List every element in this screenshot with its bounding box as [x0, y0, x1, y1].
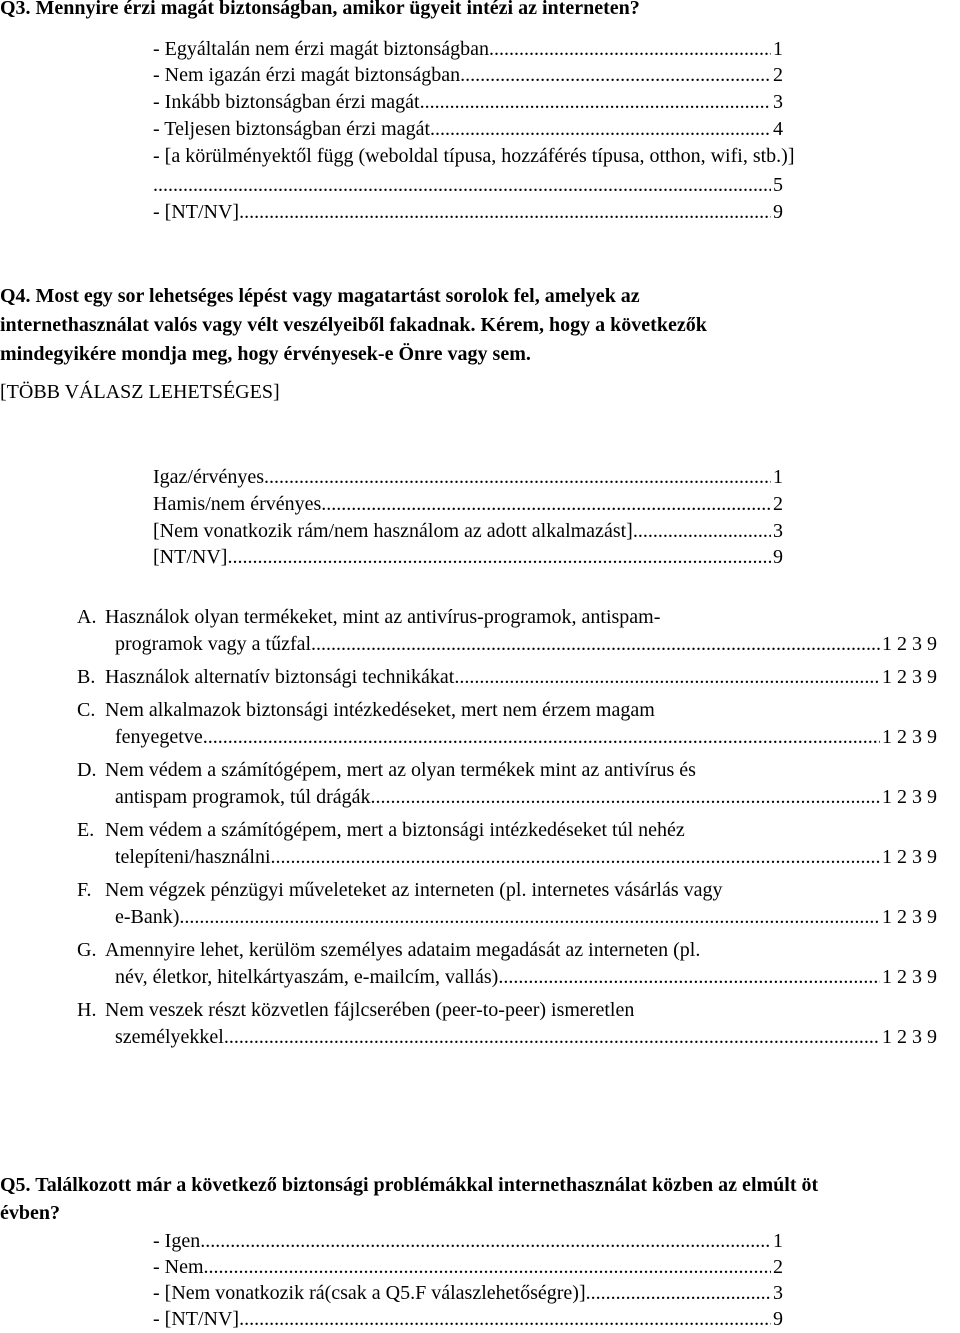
q5-option-3: - [Nem vonatkozik rá(csak a Q5.F válaszlehetőségre)]. ..... 3	[153, 1280, 783, 1306]
q4-scale-3: [Nem vonatkozik rám/nem használom az adott alkalmazást] ..... 3	[153, 518, 783, 544]
q3-option-3: - Inkább biztonságban érzi magát. ..... 3	[153, 89, 783, 115]
q3-option-9: - [NT/NV] ..... 9	[153, 199, 783, 225]
q4-item-c-answer: fenyegetve ..... 1 2 3 9	[115, 724, 937, 750]
q3-option-1: - Egyáltalán nem érzi magát biztonságban ..... 1	[153, 36, 783, 62]
q4-item-c: C. Nem alkalmazok biztonsági intézkedéseket, mert nem érzem magam	[77, 699, 655, 721]
q4-item-d: D. Nem védem a számítógépem, mert az olyan termékek mint az antivírus és	[77, 759, 696, 781]
q5-option-9: - [NT/NV] ..... 9	[153, 1306, 783, 1332]
q4-item-e-answer: telepíteni/használni ..... 1 2 3 9	[115, 844, 937, 870]
q3-heading: Q3. Mennyire érzi magát biztonságban, amikor ügyeit intézi az interneten?	[0, 0, 640, 19]
q4-heading-line-3: mindegyikére mondja meg, hogy érvényesek-e Önre vagy sem.	[0, 343, 531, 365]
q4-heading-line-1: Q4. Most egy sor lehetséges lépést vagy magatartást sorolok fel, amelyek az	[0, 285, 640, 307]
q4-instruction: [TÖBB VÁLASZ LEHETSÉGES]	[0, 381, 280, 403]
q5-heading-line-1: Q5. Találkozott már a következő biztonsági problémákkal internethasználat közben az elmúlt öt	[0, 1174, 819, 1196]
q3-option-5-code: ..... 5	[153, 172, 783, 198]
q4-scale-9: [NT/NV] ..... 9	[153, 544, 783, 570]
q3-option-4: - Teljesen biztonságban érzi magát ..... 4	[153, 116, 783, 142]
q4-item-a-answer: programok vagy a tűzfal ..... 1 2 3 9	[115, 631, 937, 657]
q5-option-2: - Nem. ..... 2	[153, 1254, 783, 1280]
q3-option-2: - Nem igazán érzi magát biztonságban. ..... 2	[153, 62, 783, 88]
q4-item-f: F. Nem végzek pénzügyi műveleteket az interneten (pl. internetes vásárlás vagy	[77, 879, 723, 901]
q4-item-e: E. Nem védem a számítógépem, mert a biztonsági intézkedéseket túl nehéz	[77, 819, 685, 841]
q5-option-1: - Igen ..... 1	[153, 1228, 783, 1254]
q4-item-g-answer: név, életkor, hitelkártyaszám, e-mailcím, vallás) ..... 1 2 3 9	[115, 964, 937, 990]
q4-item-b: B. Használok alternatív biztonsági technikákat ..... 1 2 3 9	[77, 664, 937, 690]
q3-option-5-text: - [a körülményektől függ (weboldal típusa, hozzáférés típusa, otthon, wifi, stb.)]	[153, 145, 795, 167]
q4-heading-line-2: internethasználat valós vagy vélt veszélyeiből fakadnak. Kérem, hogy a következők	[0, 314, 707, 336]
q4-item-d-answer: antispam programok, túl drágák ..... 1 2 3 9	[115, 784, 937, 810]
q4-item-a: A. Használok olyan termékeket, mint az antivírus-programok, antispam-	[77, 606, 661, 628]
q4-item-g: G. Amennyire lehet, kerülöm személyes adataim megadását az interneten (pl.	[77, 939, 701, 961]
q4-item-f-answer: e-Bank) ..... 1 2 3 9	[115, 904, 937, 930]
q4-item-h-answer: személyekkel. ..... 1 2 3 9	[115, 1024, 937, 1050]
q5-heading-line-2: évben?	[0, 1202, 60, 1224]
q4-item-h: H. Nem veszek részt közvetlen fájlcserében (peer-to-peer) ismeretlen	[77, 999, 635, 1021]
q4-scale-2: Hamis/nem érvényes ..... 2	[153, 491, 783, 517]
q4-scale-1: Igaz/érvényes ..... 1	[153, 464, 783, 490]
